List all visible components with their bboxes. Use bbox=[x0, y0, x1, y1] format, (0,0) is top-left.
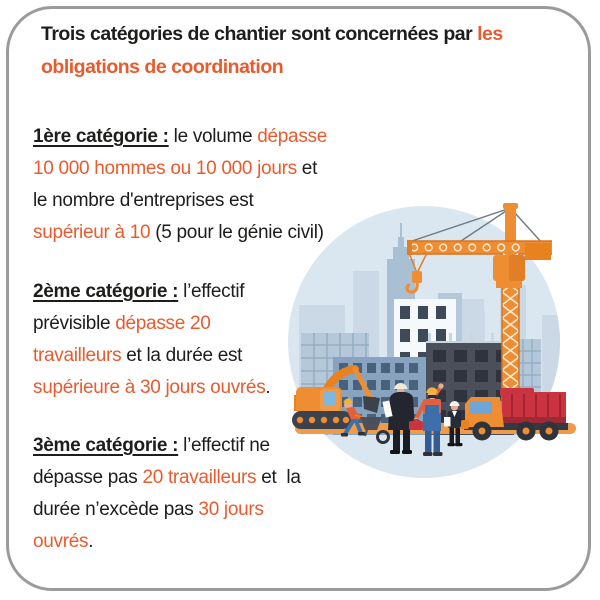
text-segment: supérieur à 10 bbox=[33, 222, 151, 243]
text-segment: le volume bbox=[168, 126, 258, 147]
text-segment: 30 jours bbox=[198, 499, 264, 520]
text-segment: les bbox=[477, 23, 503, 45]
text-segment: et la bbox=[256, 467, 301, 488]
category-2-text bbox=[33, 276, 270, 404]
text-segment: . bbox=[265, 377, 271, 398]
construction-site-illustration bbox=[281, 195, 599, 483]
text-segment: 3ème catégorie : bbox=[33, 435, 179, 456]
text-segment: l’effectif bbox=[178, 281, 245, 302]
infographic-card bbox=[6, 6, 591, 591]
text-segment: Trois catégories de chantier sont concernées par bbox=[41, 23, 478, 45]
text-segment: . bbox=[88, 531, 94, 552]
text-segment: supérieure à 30 jours ouvrés bbox=[33, 377, 266, 398]
text-segment: 10 000 hommes ou 10 000 jours bbox=[33, 158, 297, 179]
page-title bbox=[41, 18, 586, 84]
text-segment: et la durée est bbox=[121, 345, 243, 366]
text-segment: 20 travailleurs bbox=[142, 467, 257, 488]
text-segment: durée n’excède pas bbox=[33, 499, 199, 520]
text-segment: (5 pour le génie civil) bbox=[150, 222, 324, 243]
text-segment: ouvrés bbox=[33, 531, 89, 552]
text-segment: l’effectif ne bbox=[178, 435, 270, 456]
text-segment: travailleurs bbox=[33, 345, 122, 366]
text-segment: 2ème catégorie : bbox=[33, 281, 179, 302]
text-segment: dépasse 20 bbox=[115, 313, 211, 334]
text-segment: prévisible bbox=[33, 313, 116, 334]
text-segment: dépasse pas bbox=[33, 467, 143, 488]
text-segment: 1ère catégorie : bbox=[33, 126, 169, 147]
text-segment: et bbox=[296, 158, 318, 179]
text-segment: obligations de coordination bbox=[41, 56, 284, 78]
text-segment: le nombre d'entreprises est bbox=[33, 190, 254, 211]
category-3-text bbox=[33, 430, 301, 558]
text-segment: dépasse bbox=[257, 126, 327, 147]
